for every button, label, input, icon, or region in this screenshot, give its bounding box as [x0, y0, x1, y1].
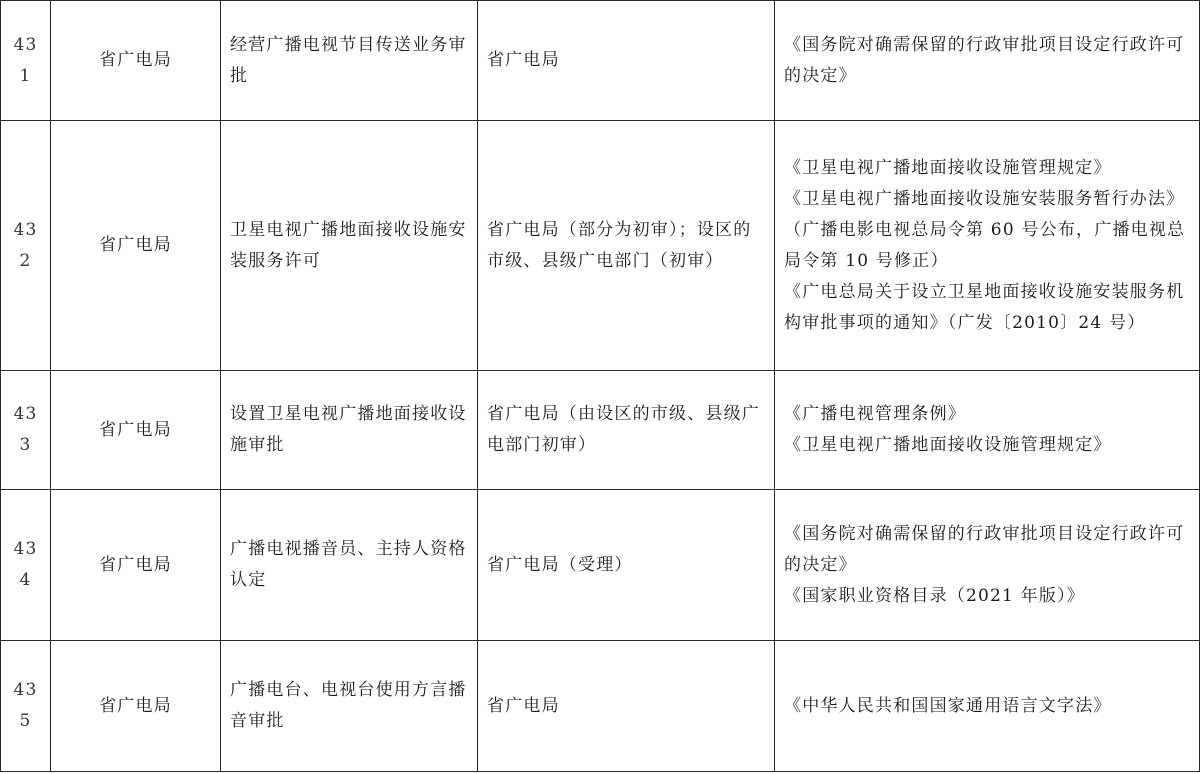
item-name-cell: 广播电视播音员、主持人资格认定	[221, 490, 478, 641]
item-name-cell: 经营广播电视节目传送业务审批	[221, 1, 478, 121]
table-row	[1, 1, 1200, 121]
department-cell: 省广电局	[51, 490, 221, 641]
table-row	[1, 641, 1200, 772]
department-cell: 省广电局	[51, 641, 221, 772]
table-row	[1, 490, 1200, 641]
basis-line: 《国务院对确需保留的行政审批项目设定行政许可的决定》	[784, 34, 1185, 86]
item-name-cell: 设置卫星电视广播地面接收设施审批	[221, 371, 478, 490]
basis-line: 《中华人民共和国国家通用语言文字法》	[784, 695, 1112, 716]
item-name-cell: 广播电台、电视台使用方言播音审批	[221, 641, 478, 772]
department-cell: 省广电局	[51, 121, 221, 371]
table-row	[1, 121, 1200, 371]
authority-cell: 省广电局	[478, 1, 775, 121]
basis-line: 《卫星电视广播地面接收设施管理规定》	[784, 157, 1112, 178]
basis-line: 《国务院对确需保留的行政审批项目设定行政许可的决定》	[784, 523, 1185, 575]
basis-line: 《国家职业资格目录（2021 年版）》	[784, 585, 1085, 606]
department-cell: 省广电局	[51, 1, 221, 121]
department-cell: 省广电局	[51, 371, 221, 490]
legal-basis-cell	[775, 121, 1200, 371]
table-row	[1, 371, 1200, 490]
authority-cell: 省广电局	[478, 641, 775, 772]
basis-line: 《广播电视管理条例》	[784, 404, 966, 424]
basis-line: 《广电总局关于设立卫星地面接收设施安装服务机构审批事项的通知》（广发〔2010〕24 号）	[784, 281, 1185, 333]
row-number: 431	[1, 1, 51, 121]
authority-cell: 省广电局（部分为初审）；设区的市级、县级广电部门（初审）	[478, 121, 775, 371]
legal-basis-cell	[775, 1, 1200, 121]
basis-line: 《卫星电视广播地面接收设施安装服务暂行办法》（广播电影电视总局令第 60 号公布，广播电视总局令第 10 号修正）	[784, 188, 1186, 271]
row-number: 433	[1, 371, 51, 490]
item-name-cell: 卫星电视广播地面接收设施安装服务许可	[221, 121, 478, 371]
basis-line: 《卫星电视广播地面接收设施管理规定》	[784, 435, 1112, 455]
authority-cell: 省广电局（由设区的市级、县级广电部门初审）	[478, 371, 775, 490]
row-number: 435	[1, 641, 51, 772]
legal-basis-cell	[775, 490, 1200, 641]
authority-cell: 省广电局（受理）	[478, 490, 775, 641]
row-number: 434	[1, 490, 51, 641]
legal-basis-cell	[775, 371, 1200, 490]
row-number: 432	[1, 121, 51, 371]
legal-basis-cell	[775, 641, 1200, 772]
